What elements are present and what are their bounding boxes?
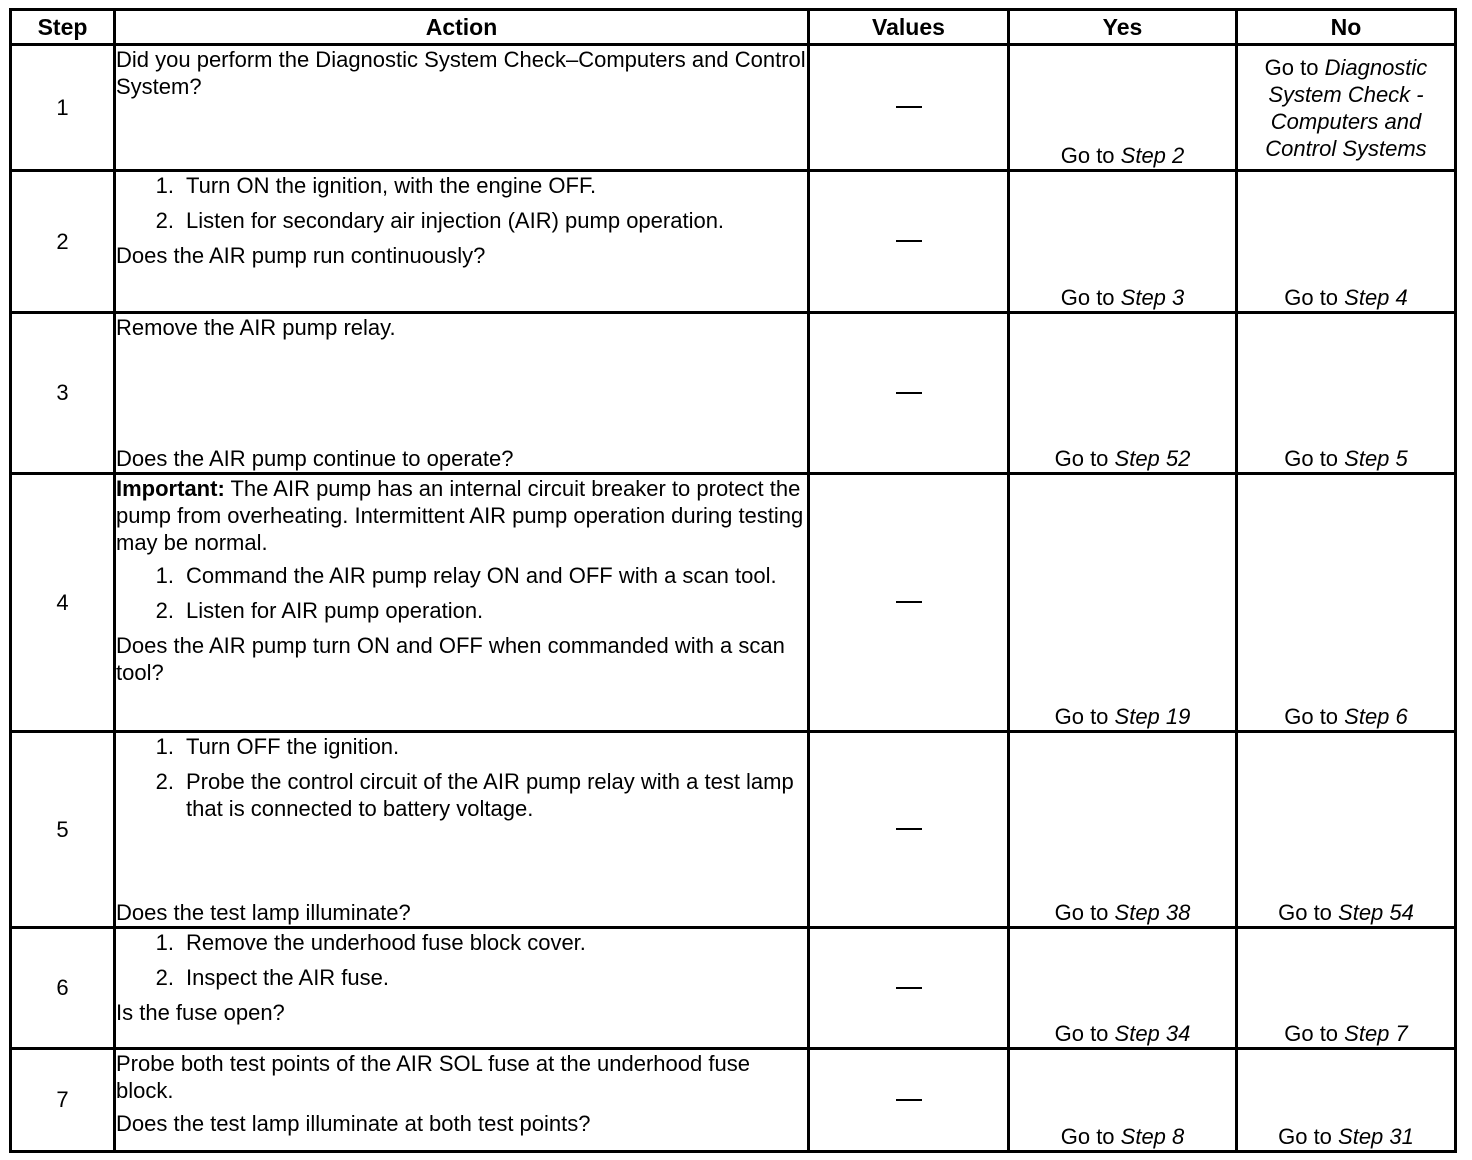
yes-step-link[interactable]: Step 19 [1114, 704, 1191, 729]
action-cell [115, 732, 809, 928]
action-question: Does the AIR pump turn ON and OFF when commanded with a scan tool? [116, 633, 785, 685]
no-prefix: Go to [1278, 1124, 1339, 1149]
step-number: 6 [11, 928, 115, 1049]
yes-cell [1009, 732, 1237, 928]
no-prefix: Go to [1284, 446, 1345, 471]
no-value-dash [896, 240, 922, 242]
action-question: Is the fuse open? [116, 1000, 285, 1025]
no-value-dash [896, 1099, 922, 1101]
yes-cell [1009, 474, 1237, 732]
yes-step-link[interactable]: Step 38 [1114, 900, 1191, 925]
no-cell [1237, 171, 1456, 313]
step-number: 3 [11, 313, 115, 474]
no-step-link[interactable]: Step 7 [1344, 1021, 1408, 1046]
no-prefix: Go to [1284, 285, 1345, 310]
values-cell [809, 171, 1009, 313]
header-yes: Yes [1009, 10, 1237, 45]
no-step-link[interactable]: Step 4 [1344, 285, 1408, 310]
no-value-dash [896, 392, 922, 394]
action-step-item: 1. Turn ON the ignition, with the engine OFF. [155, 173, 597, 198]
table-row [11, 928, 1456, 1049]
no-value-dash [896, 106, 922, 108]
no-value-dash [896, 987, 922, 989]
yes-cell [1009, 171, 1237, 313]
values-cell [809, 732, 1009, 928]
action-text: Probe both test points of the AIR SOL fuse at the underhood fuse block. [116, 1051, 750, 1103]
header-no: No [1237, 10, 1456, 45]
action-step-item: 2. Probe the control circuit of the AIR pump relay with a test lamp that is connected to battery voltage. [155, 769, 794, 821]
action-question: Does the test lamp illuminate at both test points? [116, 1111, 591, 1136]
no-cell [1237, 45, 1456, 171]
table-row [11, 45, 1456, 171]
yes-step-link[interactable]: Step 3 [1120, 285, 1185, 310]
no-prefix: Go to [1284, 1021, 1345, 1046]
no-step-link[interactable]: Step 31 [1338, 1124, 1414, 1149]
yes-prefix: Go to [1060, 285, 1121, 310]
table-row [11, 171, 1456, 313]
action-cell [115, 171, 809, 313]
yes-prefix: Go to [1054, 704, 1115, 729]
no-step-link[interactable]: Diagnostic System Check - Computers and Control Systems [1265, 55, 1428, 161]
table-row [11, 1049, 1456, 1152]
step-number: 5 [11, 732, 115, 928]
action-step-item: 2. Listen for secondary air injection (AIR) pump operation. [155, 208, 725, 233]
no-prefix: Go to [1264, 55, 1325, 80]
action-question: Does the test lamp illuminate? [116, 900, 411, 925]
action-step-item: 1. Remove the underhood fuse block cover. [155, 930, 586, 955]
table-row [11, 732, 1456, 928]
no-cell [1237, 313, 1456, 474]
no-step-link[interactable]: Step 5 [1344, 446, 1408, 471]
important-label: Important: [116, 476, 225, 501]
header-values: Values [809, 10, 1009, 45]
action-steps [116, 929, 807, 991]
no-cell [1237, 474, 1456, 732]
action-steps [116, 562, 807, 624]
yes-prefix: Go to [1060, 143, 1121, 168]
action-text [116, 475, 807, 556]
yes-prefix: Go to [1054, 900, 1115, 925]
important-note: The AIR pump has an internal circuit breaker to protect the pump from overheating. Intermittent AIR pump operation during testing may be normal. [116, 476, 804, 555]
header-row [11, 10, 1456, 45]
action-question: Does the AIR pump run continuously? [116, 243, 486, 268]
yes-prefix: Go to [1060, 1124, 1121, 1149]
yes-step-link[interactable]: Step 52 [1114, 446, 1191, 471]
table-row [11, 313, 1456, 474]
no-step-link[interactable]: Step 6 [1344, 704, 1408, 729]
diagnostic-table [9, 8, 1457, 1153]
step-number: 4 [11, 474, 115, 732]
action-cell [115, 1049, 809, 1152]
no-prefix: Go to [1278, 900, 1339, 925]
yes-step-link[interactable]: Step 2 [1120, 143, 1185, 168]
action-step-item: 1. Turn OFF the ignition. [155, 734, 400, 759]
action-step-item: 2. Inspect the AIR fuse. [155, 965, 390, 990]
step-number: 1 [11, 45, 115, 171]
diagnostic-table-container [9, 8, 1457, 1153]
step-number: 2 [11, 171, 115, 313]
action-text: Remove the AIR pump relay. [116, 315, 396, 340]
values-cell [809, 1049, 1009, 1152]
yes-prefix: Go to [1054, 446, 1115, 471]
action-cell [115, 313, 809, 474]
values-cell [809, 313, 1009, 474]
action-cell [115, 474, 809, 732]
yes-step-link[interactable]: Step 8 [1120, 1124, 1185, 1149]
no-value-dash [896, 828, 922, 830]
action-cell [115, 45, 809, 171]
values-cell [809, 474, 1009, 732]
no-prefix: Go to [1284, 704, 1345, 729]
no-cell [1237, 928, 1456, 1049]
no-cell [1237, 732, 1456, 928]
yes-step-link[interactable]: Step 34 [1114, 1021, 1191, 1046]
header-step: Step [11, 10, 115, 45]
yes-cell [1009, 1049, 1237, 1152]
action-text: Did you perform the Diagnostic System Check–Computers and Control System? [116, 47, 806, 99]
yes-cell [1009, 45, 1237, 171]
action-step-item: 2. Listen for AIR pump operation. [155, 598, 484, 623]
header-action: Action [115, 10, 809, 45]
action-step-item: 1. Command the AIR pump relay ON and OFF with a scan tool. [155, 563, 777, 588]
action-cell [115, 928, 809, 1049]
action-steps [116, 172, 807, 234]
yes-prefix: Go to [1054, 1021, 1115, 1046]
no-cell [1237, 1049, 1456, 1152]
no-step-link[interactable]: Step 54 [1338, 900, 1414, 925]
no-value-dash [896, 601, 922, 603]
values-cell [809, 45, 1009, 171]
table-row [11, 474, 1456, 732]
step-number: 7 [11, 1049, 115, 1152]
action-steps [116, 733, 807, 830]
yes-cell [1009, 928, 1237, 1049]
action-question: Does the AIR pump continue to operate? [116, 446, 514, 471]
values-cell [809, 928, 1009, 1049]
yes-cell [1009, 313, 1237, 474]
